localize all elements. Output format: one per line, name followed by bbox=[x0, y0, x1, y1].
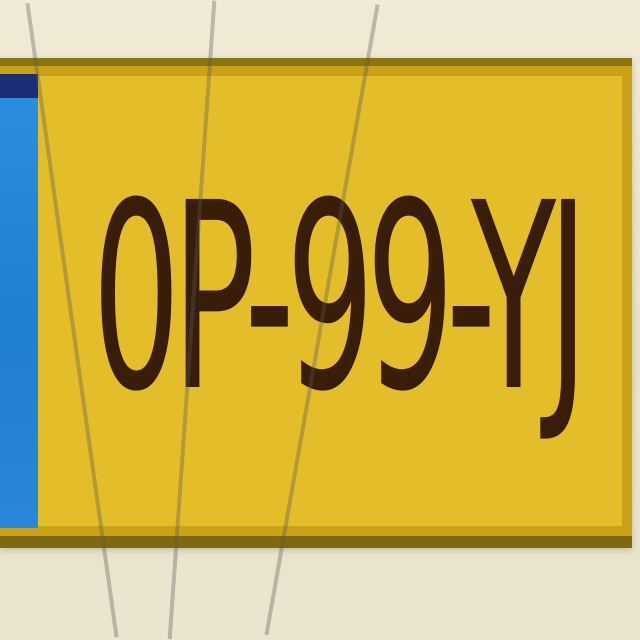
eu-blue-band bbox=[0, 74, 38, 528]
eu-band-dark-strip bbox=[0, 74, 38, 98]
plate-number: 0P-99-YJ bbox=[92, 148, 580, 448]
